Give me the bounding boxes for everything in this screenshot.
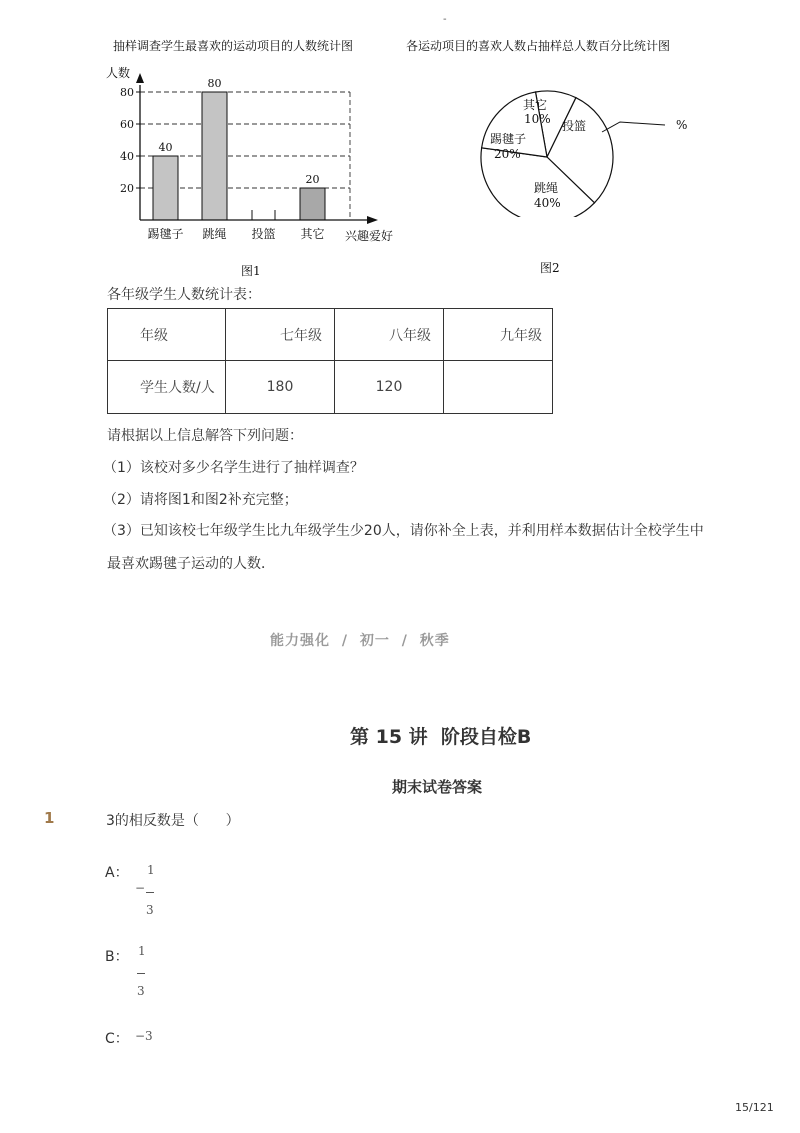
y-tick-label: 40 (120, 150, 134, 163)
option-a-minus-sign: − (135, 881, 146, 895)
pie-label-other-pct: 10% (524, 112, 551, 126)
pie-label-jumprope-name: 跳绳 (534, 181, 559, 195)
pie-label-shuttlecock-name: 踢毽子 (490, 132, 527, 146)
option-a-denominator: 3 (146, 903, 154, 917)
table-header-cell: 年级 (108, 309, 226, 361)
pie-chart (470, 82, 700, 217)
brand-separator: / (341, 633, 348, 649)
bar-chart-value-labels (159, 77, 320, 186)
pie-label-jumprope-pct: 40% (534, 196, 561, 210)
option-a[interactable] (105, 862, 165, 922)
brand-separator: / (401, 633, 408, 649)
pie-callout-label: % (676, 118, 688, 132)
bar-value-label: 20 (305, 173, 320, 186)
lecture-subtitle: 期末试卷答案 (392, 778, 483, 796)
table-header-cell: 八年级 (335, 309, 444, 361)
question-3-line2: 最喜欢踢毽子运动的人数． (107, 556, 275, 572)
pie-label-shooting-name: 投篮 (562, 119, 587, 133)
option-a-label: A： (105, 865, 129, 881)
option-b[interactable] (105, 946, 165, 1006)
brand-part-grade: 初一 (359, 633, 390, 649)
x-category-label: 投篮 (251, 227, 276, 241)
question-intro: 请根据以上信息解答下列问题： (107, 428, 303, 444)
x-axis-title: 兴趣爱好 (345, 229, 394, 243)
bar-4 (300, 188, 325, 220)
table-cell: 180 (226, 361, 335, 414)
fig2-label: 图2 (540, 261, 560, 275)
table-cell: 120 (335, 361, 444, 414)
question-2: （2）请将图1和图2补充完整； (103, 492, 298, 508)
option-c-label: C： (105, 1031, 129, 1047)
table-header-cell: 七年级 (226, 309, 335, 361)
y-tick-label: 60 (120, 118, 134, 131)
fig2-title: 各运动项目的喜欢人数占抽样总人数百分比统计图 (406, 39, 671, 53)
y-axis-arrow-icon (136, 73, 144, 83)
bar-value-label: 80 (207, 77, 222, 90)
bar-chart (100, 55, 410, 250)
y-axis-title: 人数 (106, 66, 131, 80)
option-c[interactable] (105, 1028, 185, 1048)
x-category-label: 其它 (300, 227, 325, 241)
lecture-title: 第 15 讲 阶段自检B (350, 726, 532, 748)
table-cell: 学生人数/人 (108, 361, 226, 414)
x-category-label: 跳绳 (202, 227, 227, 241)
brand-part-season: 秋季 (419, 633, 450, 649)
table-data-row (108, 361, 553, 414)
top-dash-mark: - (443, 14, 447, 25)
bar-value-label: 40 (158, 141, 173, 154)
bar-1 (153, 156, 178, 220)
x-axis-arrow-icon (367, 216, 378, 224)
option-a-fraction-bar (146, 892, 154, 893)
pie-label-other-name: 其它 (523, 98, 548, 112)
bar-chart-yticks (120, 86, 134, 195)
bar-2 (202, 92, 227, 220)
y-tick-label: 80 (120, 86, 134, 99)
table-caption: 各年级学生人数统计表： (107, 287, 261, 303)
question-3-line1: （3）已知该校七年级学生比九年级学生少20人，请你补全上表，并利用样本数据估计全校学生中 (103, 523, 704, 539)
fig1-title: 抽样调查学生最喜欢的运动项目的人数统计图 (113, 39, 354, 53)
pie-label-shuttlecock-pct: 20% (494, 147, 521, 161)
problem-stem: 3的相反数是（ ） (106, 813, 240, 829)
table-header-row (108, 309, 553, 361)
problem-number: 1 (44, 809, 55, 827)
option-b-denominator: 3 (137, 984, 145, 998)
table-cell-empty (444, 361, 553, 414)
option-b-numerator: 1 (138, 944, 146, 958)
option-b-fraction-bar (137, 973, 145, 974)
option-a-numerator: 1 (147, 863, 155, 877)
pie-callout-line (602, 122, 665, 132)
table-header-cell: 九年级 (444, 309, 553, 361)
fig1-label: 图1 (241, 264, 261, 278)
option-c-value: −3 (135, 1029, 153, 1043)
brand-footer (270, 630, 450, 650)
question-1: （1）该校对多少名学生进行了抽样调查？ (103, 460, 364, 476)
grade-table (107, 308, 553, 414)
brand-part-ability: 能力强化 (270, 633, 330, 649)
x-category-label: 踢毽子 (147, 227, 184, 241)
page-number: 15/121 (735, 1101, 774, 1114)
bar-chart-xlabels (147, 226, 324, 241)
y-tick-label: 20 (120, 182, 134, 195)
option-b-label: B： (105, 949, 129, 965)
